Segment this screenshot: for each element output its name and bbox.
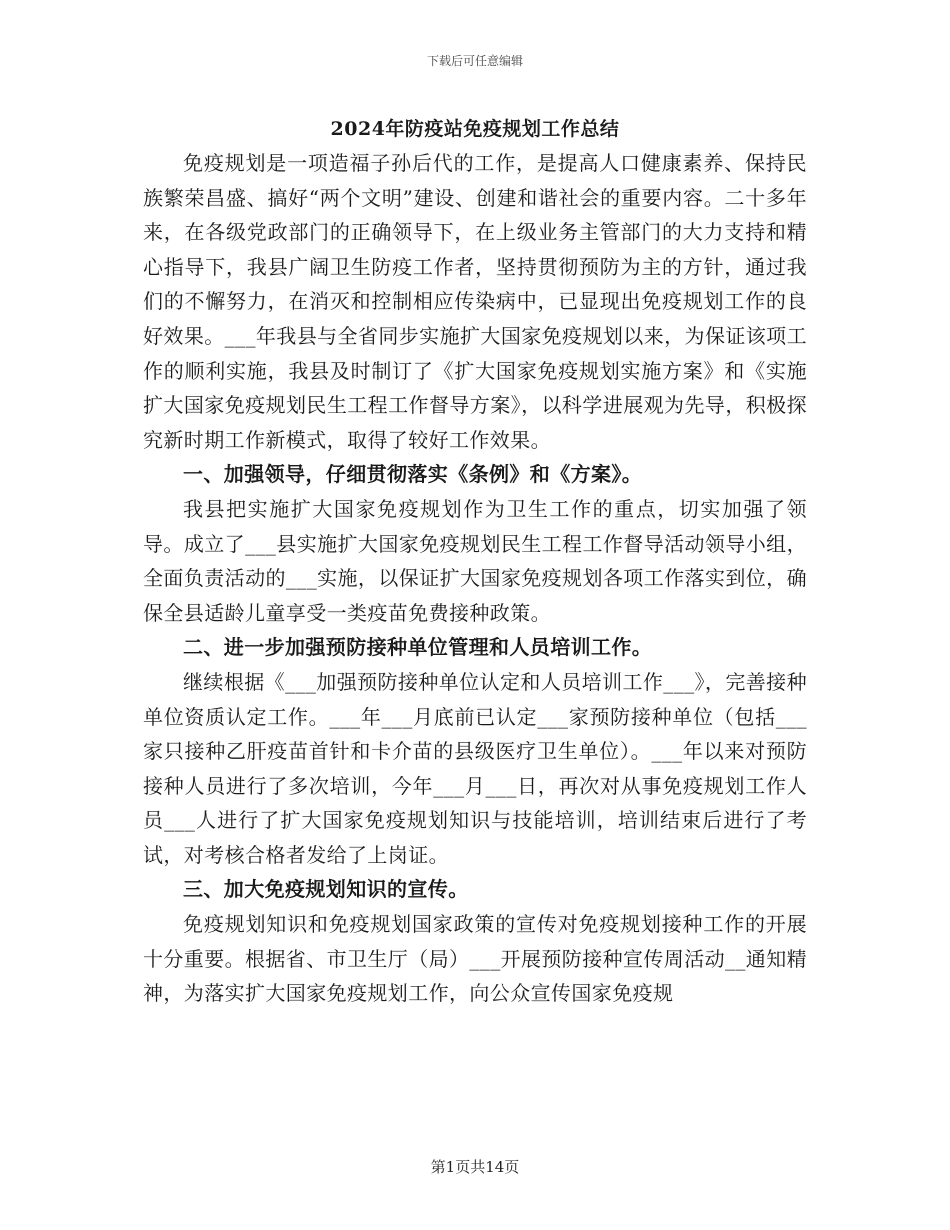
section-heading-1: 一、加强领导，仔细贯彻落实《条例》和《方案》。	[183, 462, 643, 487]
document-body	[143, 146, 807, 1011]
section-heading-3: 三、加大免疫规划知识的宣传。	[183, 877, 469, 902]
paragraph-section-2: 继续根据《___加强预防接种单位认定和人员培训工作___》，完善接种单位资质认定工作。___年___月底前已认定___家预防接种单位（包括___家只接种乙肝疫苗首针和卡介苗的县级医疗卫生单位）。___年以来对预防接种人员进行了多次培训，今年___月___日，再次对从事免疫规划工作人员___人进行了扩大国家免疫规划知识与技能培训，培训结束后进行了考试，对考核合格者发给了上岗证。	[143, 669, 807, 867]
page-title: 2024年防疫站免疫规划工作总结	[330, 118, 620, 140]
paragraph-intro: 免疫规划是一项造福子孙后代的工作，是提高人口健康素养、保持民族繁荣昌盛、搞好“两个文明”建设、创建和谐社会的重要内容。二十多年来，在各级党政部门的正确领导下，在上级业务主管部门的大力支持和精心指导下，我县广阔卫生防疫工作者，坚持贯彻预防为主的方针，通过我们的不懈努力，在消灭和控制相应传染病中，已显现出免疫规划工作的良好效果。___年我县与全省同步实施扩大国家免疫规划以来，为保证该项工作的顺利实施，我县及时制订了《扩大国家免疫规划实施方案》和《实施扩大国家免疫规划民生工程工作督导方案》，以科学进展观为先导，积极探究新时期工作新模式，取得了较好工作效果。	[143, 151, 807, 452]
paragraph-section-1: 我县把实施扩大国家免疫规划作为卫生工作的重点，切实加强了领导。成立了___县实施扩大国家免疫规划民生工程工作督导活动领导小组，全面负责活动的___实施，以保证扩大国家免疫规划各项工作落实到位，确保全县适龄儿童享受一类疫苗免费接种政策。	[143, 496, 807, 625]
page-indicator: 第1页共14页	[430, 1158, 520, 1176]
paragraph-section-3: 免疫规划知识和免疫规划国家政策的宣传对免疫规划接种工作的开展十分重要。根据省、市卫生厅（局）___开展预防接种宣传周活动__通知精神，为落实扩大国家免疫规划工作，向公众宣传国家免疫规	[143, 912, 807, 1006]
section-heading-2: 二、进一步加强预防接种单位管理和人员培训工作。	[183, 635, 653, 660]
header-note: 下载后可任意编辑	[426, 54, 523, 68]
